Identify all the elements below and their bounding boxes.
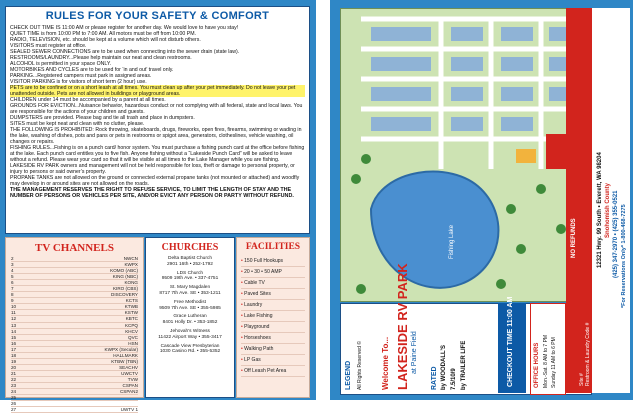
facility-item: • Horseshoes [241, 333, 305, 344]
churches-box [145, 237, 235, 398]
rules-list [10, 25, 305, 199]
tv-channel-name: KCTS [125, 298, 138, 304]
tv-channel-number: 10 [11, 304, 17, 310]
tv-channel-name: KCPQ [124, 322, 138, 328]
tv-channel-number: 9 [11, 298, 14, 304]
church-item [146, 314, 234, 326]
map-panel [330, 0, 633, 400]
tv-channel-number: 2 [11, 256, 14, 261]
tv-channel-name: QVC [128, 334, 138, 340]
church-name: Jehovah’s Witness [170, 328, 210, 334]
tv-channel-name: UWCTV [121, 370, 138, 376]
church-address: 1030 Casino Rd. • 355-5352 [159, 349, 221, 355]
rules-box [5, 6, 310, 234]
rule-item: CHILDREN under 14 must be accompanied by a parent at all times. [10, 97, 166, 103]
park-address: 12321 Hwy. 99 South • Everett, WA 98204 [597, 152, 603, 268]
welcome-text: Welcome To... [381, 336, 390, 390]
rules-title: RULES FOR YOUR SAFETY & COMFORT [45, 10, 270, 22]
facility-item: • 20 • 30 • 50 AMP [241, 267, 305, 278]
site-number-label: Site # [579, 373, 585, 386]
tv-channel-name: KBTC [125, 316, 138, 322]
church-item [146, 256, 234, 268]
tv-channel-number: 26 [11, 401, 17, 407]
office-hours-title: OFFICE HOURS [534, 342, 540, 388]
tv-channel-list [11, 256, 138, 413]
lake-label: Fishing Lake [449, 224, 455, 259]
tv-channels-box [5, 237, 144, 413]
site-info-strip [566, 8, 592, 393]
tv-channel-number: 5 [11, 274, 14, 280]
church-address: 9509 19th Ave. • 337-4751 [161, 276, 219, 282]
facilities-box [236, 237, 310, 398]
rule-item: SEALED SEWER CONNECTIONS are to be used when connecting into the sewer drain (state law). [10, 49, 240, 55]
church-address: 8401 Holly Dr. • 353-1852 [162, 320, 218, 326]
church-item [146, 285, 234, 297]
tv-channel-name: HALLMARK [113, 352, 138, 358]
churches-title: CHURCHES [161, 242, 219, 253]
reservations-line: *For Reservations Only* 1-800-468-7275 [621, 204, 627, 308]
tv-channel-name: CSPAN2 [119, 389, 138, 395]
tv-channel-name: KOMO (ABC) [110, 268, 138, 274]
church-name: St. Mary Magdalen [169, 285, 211, 291]
contact-strip [592, 8, 630, 393]
tv-channel-name: KING (NBC) [112, 274, 138, 280]
church-item [146, 329, 234, 341]
tv-channel-number: 18 [11, 352, 17, 358]
church-address: 9509 7th Ave. SE • 355-5985 [159, 305, 221, 311]
church-item [146, 271, 234, 283]
checkout-time: CHECKOUT TIME 11:00 AM [507, 296, 514, 387]
tv-channel-number: 4 [11, 268, 14, 274]
facility-item: • Playground [241, 322, 305, 333]
office-hours-sunday: Sunday 11 AM to 6 PM [551, 337, 557, 388]
rule-item: VISITOR PARKING is for visitors of short term (2 hour) use. [10, 79, 147, 85]
rated-label: RATED [431, 366, 438, 390]
tv-channel-name: KIRO (CBS) [112, 286, 138, 292]
tv-channels-title: TV CHANNELS [35, 242, 114, 254]
tv-channel-number: 27 [11, 407, 17, 413]
park-map-graphic [341, 9, 591, 301]
facility-item: • LP Gas [241, 355, 305, 366]
tv-channel-name: KONG [124, 280, 138, 286]
church-name: Delta Baptist Church [168, 256, 212, 261]
tv-channel-name: CSPAN [122, 382, 138, 388]
rule-item: DUMPSTERS are provided. Please bag and tie all trash and place in dumpsters. [10, 115, 195, 121]
tv-channel-name: SEACHV [119, 364, 138, 370]
woodall-label: by WOODALL’S [441, 345, 447, 390]
tv-channel-name: HSN [128, 340, 138, 346]
tv-channel-number: 24 [11, 389, 17, 395]
phone-numbers: (425) 347-2970 • (425) 355-0521 [613, 190, 619, 278]
tv-channel-row [11, 407, 138, 413]
tv-channel-number: 11 [11, 310, 16, 316]
church-name: Cascade View Presbyterian [160, 343, 220, 349]
facility-item: • Off Leash Pet Area [241, 366, 305, 377]
church-item [146, 344, 234, 356]
tv-channel-number: 17 [11, 346, 17, 352]
tv-channel-number: 20 [11, 364, 17, 370]
no-refunds-label: NO REFUNDS [571, 218, 577, 258]
rights-note: All Rights Reserved © [357, 341, 363, 390]
church-name: Free Methodist [174, 299, 206, 305]
rating-value: 7.5/10/9 [451, 368, 457, 390]
rule-item: ALCOHOL is permitted in your space ONLY. [10, 61, 112, 67]
facility-item: • Laundry [241, 300, 305, 311]
facility-item: • Lake Fishing [241, 311, 305, 322]
tv-channel-number: 15 [11, 334, 17, 340]
tv-channel-name: KWPX [124, 262, 138, 268]
church-name: Grace Lutheran [173, 314, 207, 320]
office-hours-box [530, 303, 566, 395]
rules-final-note: THE MANAGEMENT RESERVES THE RIGHT TO REFUSE SERVICE, TO LIMIT THE LENGTH OF STAY AND THE NUMBER OF PERSONS OR VEHICLES PER SITE, AND/OR EVICT ANY PERSON OR PARTY WITHOUT REFUND. [10, 187, 294, 199]
tv-channel-name: TVW [127, 376, 138, 382]
tv-channel-name: DISCOVERY [111, 292, 138, 298]
rule-item: GROUNDS FOR EVICTION...Nuisance behavior, hazardous conduct or not complying with all federal, state and local laws. You are responsible for the actions of your children and guests. [10, 103, 303, 115]
tv-channel-name: KWPX (Secular) [104, 346, 138, 352]
restroom-code-label: Restroom & Laundry Code # [585, 322, 591, 386]
legend-title: LEGEND [345, 360, 352, 390]
tv-channel-name: UWTV 1 [120, 407, 138, 413]
park-name: LAKESIDE RV PARK [395, 263, 410, 390]
trailer-life-label: by TRAILER LIFE [461, 340, 467, 390]
facility-item: • Cable TV [241, 278, 305, 289]
rules-panel [0, 0, 316, 413]
church-address: 11422 Airport Way • 355-3417 [158, 334, 222, 340]
rule-item: PROPANE TANKS are not allowed on the ground or connected external propane tanks (not mounted or attached) and woodfly may develop in or around sites are not allowed on the roads. [10, 175, 300, 187]
tv-channel-number: 16 [11, 340, 17, 346]
tv-channel-number: 22 [11, 376, 17, 382]
church-item [146, 300, 234, 312]
county-label: Snohomish County [605, 183, 611, 238]
church-name: LDS Church [176, 270, 204, 276]
tv-channel-number: 7 [11, 286, 14, 292]
rule-item: MOTORBIKES AND CYCLES are to be used for ‘in and out’ travel only. [10, 67, 174, 73]
laundry-building [516, 149, 536, 163]
rule-item: PARKING...Registered campers must park in assigned areas. [10, 73, 152, 79]
rule-item: SITES must be kept neat and clean with no clutter, please. [10, 121, 145, 127]
church-address: 8717 7th Ave. SE • 353-1211 [159, 290, 221, 296]
tv-channel-number: 12 [11, 316, 17, 322]
rule-item: THE FOLLOWING IS PROHIBITED: Rock throwing, skateboards, drugs, fireworks, open fires, firearms, swimming or wading in the lake, washing of dishes, pots and pans or pets in restrooms or spigot area, generators, clotheslines, vehicle washing, oil changes or repairs. [10, 127, 302, 145]
rule-item: FISHING RULES...Fishing is on a punch card/ honor system. You must purchase a fishing punch card at the office before fishing at the lake. Each punch card entitles you to five fish. Anyone fishing without a “Lakeside Punch Card” will be asked to leave without a refund. Please wear your card so that it will be visible at all times to the Lake Manager while you are fishing. [10, 145, 305, 163]
tv-channel-number: 19 [11, 358, 17, 364]
tv-channel-number: 21 [11, 370, 17, 376]
office-hours-weekday: Mon.-Sat. 8 AM to 7 PM [543, 334, 549, 388]
facility-item: • Paved Sites [241, 289, 305, 300]
church-list [146, 256, 234, 355]
facilities-list [241, 256, 305, 377]
park-map [340, 8, 592, 302]
tv-channel-number: 25 [11, 395, 17, 401]
tv-channel-number: 14 [11, 328, 17, 334]
rule-item: LAKESIDE RV PARK owners and management will not be held responsible for loss, theft or damage to personal property, or injury to persons or said owner’s property. [10, 163, 295, 175]
tv-channel-name: KTBW (TBN) [111, 358, 138, 364]
tv-channel-name: KTWB [124, 304, 138, 310]
tv-channel-name: NWCN [123, 256, 138, 261]
park-subtitle: at Paine Field [411, 331, 418, 374]
checkout-bar [498, 296, 526, 393]
tv-channel-number: 3 [11, 262, 14, 268]
rule-item: PETS are to be confined or on a short leash at all times. You must clean up after your pet immediately. Do not leave your pet unattended outside. Pets are not allowed in buildings or playground areas. [10, 85, 305, 97]
rule-item: RESTROOMS/LAUNDRY...Please help maintain our neat and clean restrooms. [10, 55, 192, 61]
rule-item: VISITORS must register at office. [10, 43, 87, 49]
church-address: 2901 16th • 252-1792 [167, 261, 213, 267]
tv-channel-number: 13 [11, 322, 17, 328]
rule-item: CHECK OUT TIME IS 11:00 AM or please register for another day. We would love to have you stay! [10, 25, 239, 31]
tv-channel-number: 6 [11, 280, 14, 286]
facility-item: • 150 Full Hookups [241, 256, 305, 267]
tv-channel-name: KSTW [124, 310, 138, 316]
facility-item: • Walking Path [241, 344, 305, 355]
tv-channel-number: 8 [11, 292, 14, 298]
rule-item: RADIO, TELEVISION, etc. should be kept at a volume which will not disturb others. [10, 37, 201, 43]
tv-channel-name: KHCV [125, 328, 138, 334]
tv-channel-number: 23 [11, 382, 17, 388]
rule-item: QUIET TIME is from 10:00 PM to 7:00 AM. All motors must be off from 10:00 PM. [10, 31, 196, 37]
facilities-title: FACILITIES [245, 242, 301, 252]
